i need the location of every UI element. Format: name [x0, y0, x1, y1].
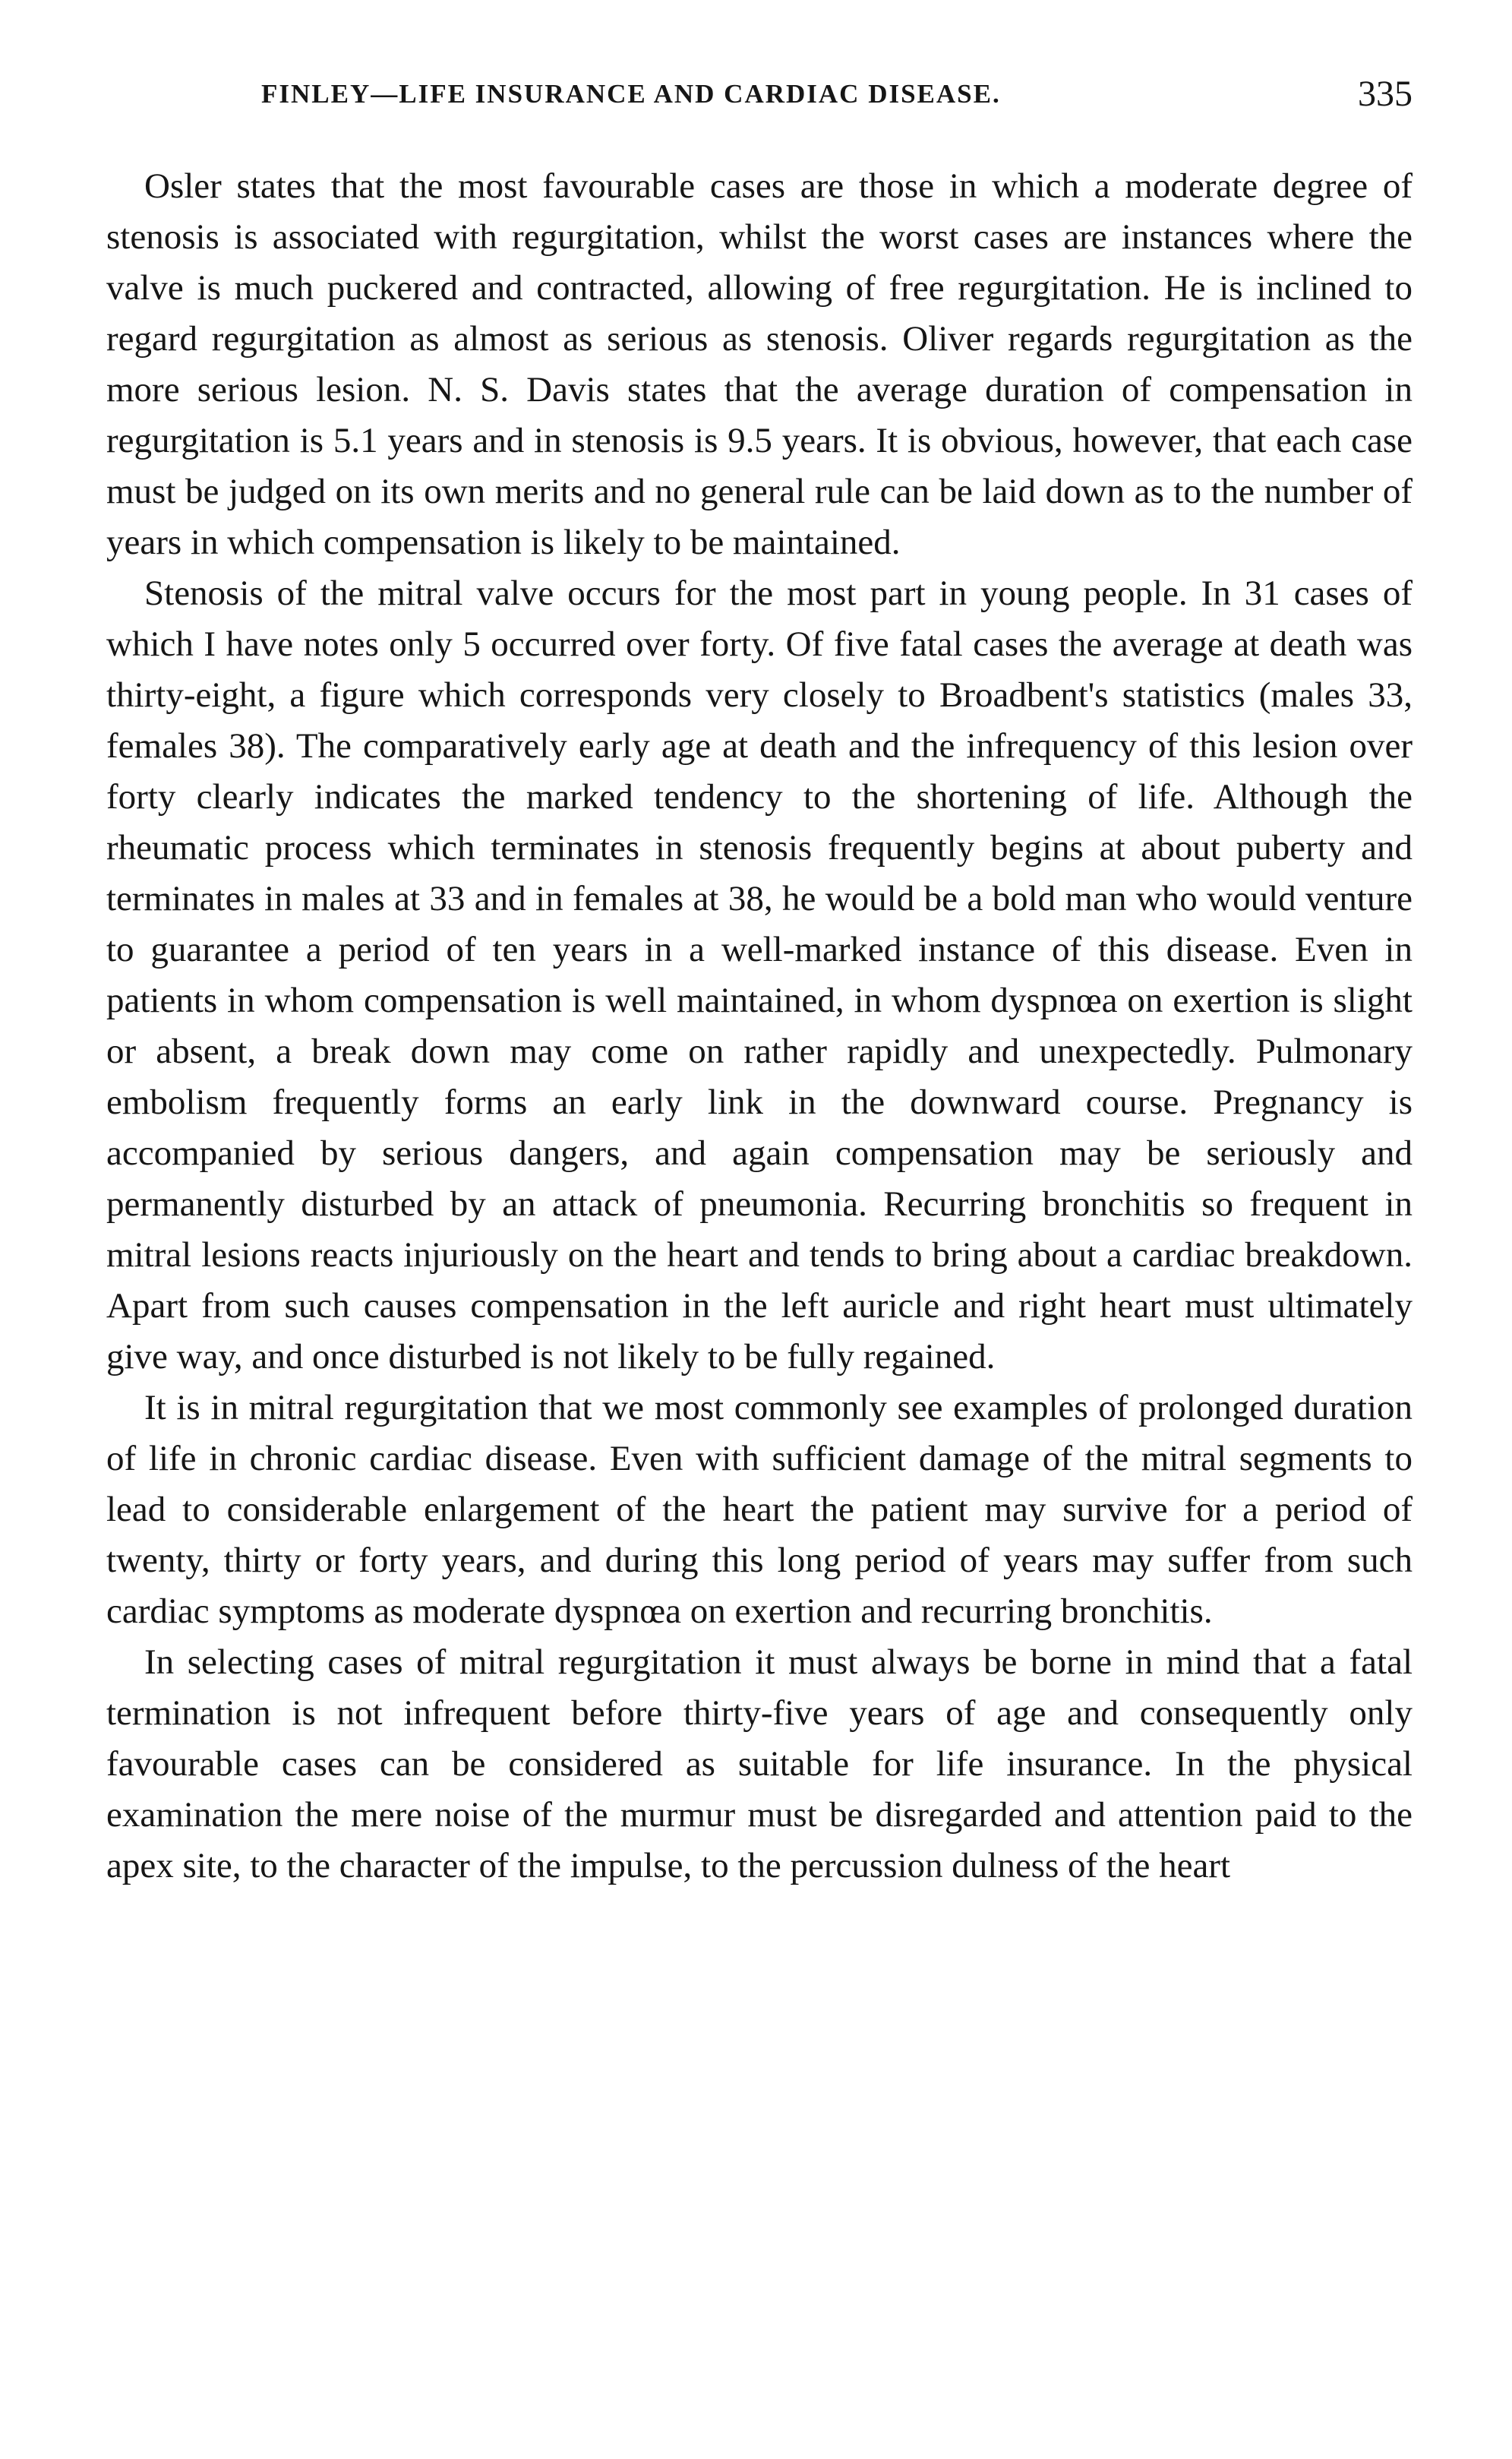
book-page [106, 0, 1413, 2459]
page-number: 335 [1358, 74, 1413, 114]
paragraph-prognosis-regurgitation: Osler states that the most favourable cases are those in which a moderate degree of stenosis is associated with regurgitation, whilst the worst cases are instances where the valve is much puckered and contracted, allowing of free regurgitation. He is inclined to regard regurgitation as almost as serious as stenosis. Oliver regards regurgitation as the more serious lesion. N. S. Davis states that the average duration of compensation in regurgitation is 5.1 years and in stenosis is 9.5 years. It is obvious, however, that each case must be judged on its own merits and no general rule can be laid down as to the number of years in which compensation is likely to be maintained. [106, 166, 1413, 562]
paragraph-mitral-stenosis: Stenosis of the mitral valve occurs for the most part in young people. In 31 cases of which I have notes only 5 occurred over forty. Of five fatal cases the average at death was thirty-eight, a figure which corresponds very closely to Broadbent's statistics (males 33, females 38). The comparatively early age at death and the infrequency of this lesion over forty clearly indicates the marked tendency to the shortening of life. Although the rheumatic process which terminates in stenosis frequently begins at about puberty and terminates in males at 33 and in females at 38, he would be a bold man who would venture to guarantee a period of ten years in a well-marked instance of this disease. Even in patients in whom compensation is well maintained, in whom dyspnœa on exertion is slight or absent, a break down may come on rather rapidly and unexpectedly. Pulmonary embolism frequently forms an early link in the downward course. Pregnancy is accompanied by serious dangers, and again compensation may be seriously and permanently disturbed by an attack of pneumonia. Recurring bronchitis so frequent in mitral lesions reacts injuriously on the heart and tends to bring about a cardiac breakdown. Apart from such causes compensation in the left auricle and right heart must ultimately give way, and once disturbed is not likely to be fully regained. [106, 574, 1413, 1376]
running-head [106, 70, 1413, 123]
body-text [106, 161, 1413, 1892]
paragraph-case-selection: In selecting cases of mitral regurgitation it must always be borne in mind that a fatal termination is not infrequent before thirty-five years of age and consequently only favourable cases can be considered as suitable for life insurance. In the physical examination the mere noise of the murmur must be disregarded and attention paid to the apex site, to the character of the impulse, to the percussion dulness of the heart [106, 1642, 1413, 1885]
running-title: FINLEY—LIFE INSURANCE AND CARDIAC DISEASE. [261, 79, 1001, 109]
paragraph-mitral-regurgitation: It is in mitral regurgitation that we most commonly see examples of prolonged duration of life in chronic cardiac disease. Even with sufficient damage of the mitral segments to lead to considerable enlargement of the heart the patient may survive for a period of twenty, thirty or forty years, and during this long period of years may suffer from such cardiac symptoms as moderate dyspnœa on exertion and recurring bronchitis. [106, 1388, 1413, 1631]
